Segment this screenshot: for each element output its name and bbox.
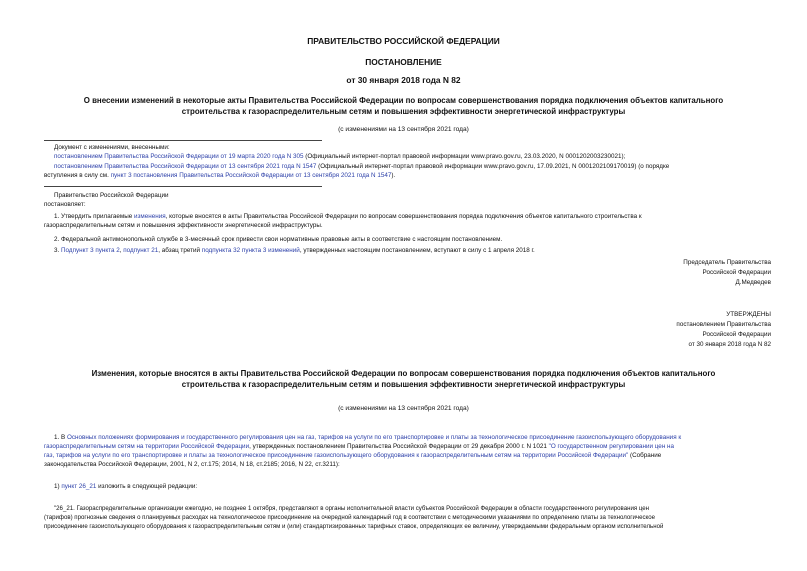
quoted-text-line1: "26_21. Газораспределительные организации ежегодно, не позднее 1 октября, представляют в органы исполнительной власти субъектов Российской Федерации в области государственного регулирования цен xyxy=(54,505,650,512)
changes-paragraph-1: 1. В Основных положениях формирования и государственного регулирования цен на газ, тарифов на услуги по его транспортировке и платы за технологическое присоединение газоиспользующего оборудования к xyxy=(54,434,682,441)
amendment-item-2-cont: вступления в силу см. пункт 3 постановления Правительства Российской Федерации от 13 сентября 2021 года N 1547). xyxy=(44,172,396,179)
amendment-item-1: постановлением Правительства Российской Федерации от 19 марта 2020 года N 305 (Официальный интернет-портал правовой информации www.pravo.gov.ru, 23.03.2020, N 0001202003230021); xyxy=(54,153,626,160)
subclause-link-2[interactable]: подпункт 21 xyxy=(123,247,159,254)
quoted-text-line2: (тарифов) прогнозные сведения о планируемых расходах на технологическое присоединение на очередной календарный год в соответствии с методическими указаниями по определению платы за технологическое xyxy=(44,514,656,521)
changes-paragraph-1-line4: законодательства Российской Федерации, 2001, N 2, ст.175; 2014, N 18, ст.2185; 2016, N 22, ст.3211): xyxy=(44,461,340,468)
subclause-link-1[interactable]: Подпункт 3 пункта 2 xyxy=(61,247,120,254)
amendment-link-1[interactable]: постановлением Правительства Российской Федерации от 19 марта 2020 года N 305 xyxy=(54,153,304,160)
changes-title-line1: Изменения, которые вносятся в акты Правительства Российской Федерации по вопросам совершенствования порядка подключения объектов капитального xyxy=(91,369,716,378)
changes-link[interactable]: изменения xyxy=(134,213,166,220)
doc-title-line1: О внесении изменений в некоторые акты Правительства Российской Федерации по вопросам совершенствования порядка подключения объектов капитального xyxy=(83,96,724,105)
divider xyxy=(44,186,322,187)
revision-note: (с изменениями на 13 сентября 2021 года) xyxy=(338,126,469,133)
amendment-item-2: постановлением Правительства Российской Федерации от 13 сентября 2021 года N 1547 (Официальный интернет-портал правовой информации www.pravo.gov.ru, 17.09.2021, N 0001202109170019) (о порядке xyxy=(54,163,670,170)
subclause-1: 1) пункт 26_21 изложить в следующей редакции: xyxy=(54,483,198,490)
amendments-intro: Документ с изменениями, внесенными: xyxy=(54,144,170,151)
signature-name: Д.Медведев xyxy=(735,279,771,286)
signature-country: Российской Федерации xyxy=(702,269,771,276)
changes-paragraph-1-line2: газораспределительным сетям на территории Российской Федерации, утвержденных постановлением Правительства Российской Федерации от 29 декабря 2000 г. N 1021 "О государственном регулировании цен на xyxy=(44,443,675,450)
quoted-text-line3: присоединение газоиспользующего оборудования к газораспределительным сетям и (или) стандартизированных тарифных ставок, определяющих ее величину, утверждаемыми федеральным органом исполнительной xyxy=(44,523,664,530)
divider xyxy=(44,140,322,141)
signature-position: Председатель Правительства xyxy=(683,259,771,266)
approved-label: УТВЕРЖДЕНЫ xyxy=(726,311,771,318)
resolution-1021-link[interactable]: "О государственном регулировании цен на xyxy=(548,443,675,450)
government-title: ПРАВИТЕЛЬСТВО РОССИЙСКОЙ ФЕДЕРАЦИИ xyxy=(307,36,500,46)
paragraph-2: 2. Федеральной антимонопольной службе в 3-месячный срок привести свои нормативные правовые акты в соответствие с настоящим постановлением. xyxy=(54,236,503,243)
subclause-link-3[interactable]: подпункта 32 пункта 3 изменений xyxy=(201,247,300,254)
effective-date-link[interactable]: пункт 3 постановления Правительства Российской Федерации от 13 сентября 2021 года N 1547 xyxy=(110,172,392,179)
doc-type: ПОСТАНОВЛЕНИЕ xyxy=(365,57,442,67)
approved-line3: Российской Федерации xyxy=(702,331,771,338)
changes-revision-note: (с изменениями на 13 сентября 2021 года) xyxy=(338,405,469,412)
decides-line: постановляет: xyxy=(44,201,86,208)
basic-provisions-link[interactable]: Основных положениях формирования и государственного регулирования цен на газ, тарифов на услуги по его транспортировке и платы за технологическое присоединение газоиспользующего оборудования к xyxy=(66,434,682,441)
changes-title-line2: строительства к газораспределительным сетям и повышения эффективности энергетической инфраструктуры xyxy=(181,380,626,389)
paragraph-1: 1. Утвердить прилагаемые изменения, которые вносятся в акты Правительства Российской Федерации по вопросам совершенствования порядка подключения объектов капитального строительства к xyxy=(54,213,642,220)
amendment-link-2[interactable]: постановлением Правительства Российской Федерации от 13 сентября 2021 года N 1547 xyxy=(54,163,317,170)
doc-date-number: от 30 января 2018 года N 82 xyxy=(346,75,461,85)
paragraph-3: 3. Подпункт 3 пункта 2, подпункт 21, абзац третий подпункта 32 пункта 3 изменений, утвержденных настоящим постановлением, вступают в силу с 1 апреля 2018 г. xyxy=(54,247,535,254)
approved-line2: постановлением Правительства xyxy=(676,321,771,328)
approved-line4: от 30 января 2018 года N 82 xyxy=(688,341,771,348)
paragraph-1-cont: газораспределительным сетям и повышения эффективности энергетической инфраструктуры. xyxy=(44,222,323,229)
doc-title-line2: строительства к газораспределительным сетям и повышения эффективности энергетической инфраструктуры xyxy=(181,107,626,116)
clause-26-21-link[interactable]: пункт 26_21 xyxy=(61,483,97,490)
changes-paragraph-1-line3: газ, тарифов на услуги по его транспортировке и платы за технологическое присоединение газоиспользующего оборудования к газораспределительным сетям на территории Российской Федерации" (Собрание xyxy=(44,452,662,459)
gov-line: Правительство Российской Федерации xyxy=(54,192,169,199)
